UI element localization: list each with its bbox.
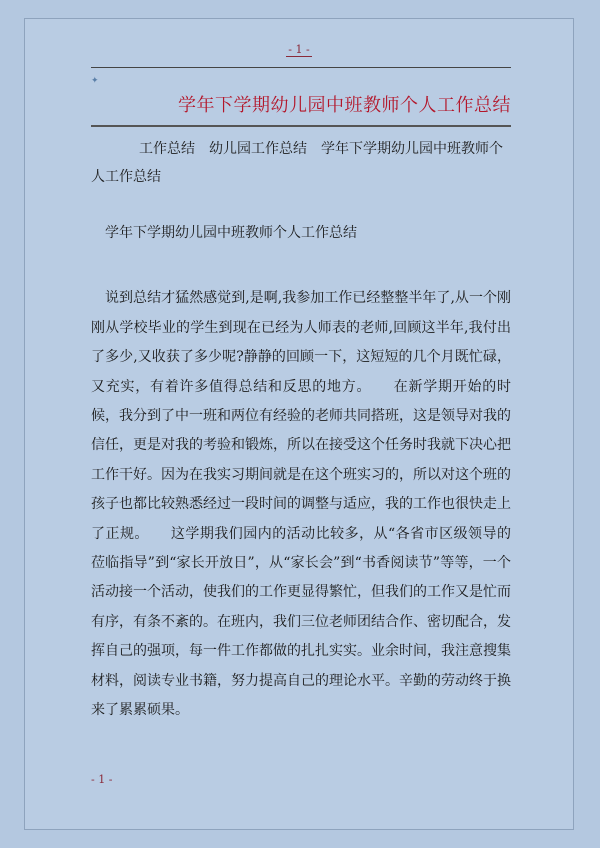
document-page bbox=[24, 18, 574, 830]
tags-line: 工作总结 幼儿园工作总结 学年下学期幼儿园中班教师个人工作总结 bbox=[91, 141, 503, 185]
title-rule bbox=[91, 125, 511, 127]
body-paragraph: 说到总结才猛然感觉到,是啊,我参加工作已经整整半年了,从一个刚刚从学校毕业的学生到现在已经为人师表的老师,回顾这半年,我付出了多少,又收获了多少呢?静静的回顾一下，这短短的几个月既忙碌，又充实，有着许多值得总结和反思的地方。 在新学期开始的时候，我分到了中一班和两位有经验的老师共同搭班，这是领导对我的信任，更是对我的考验和锻炼，所以在接受这个任务时我就下决心把工作干好。因为在我实习期间就是在这个班实习的，所以对这个班的孩子也都比较熟悉经过一段时间的调整与适应，我的工作也很快走上了正规。 这学期我们园内的活动比较多，从“各省市区级领导的莅临指导”到“家长开放日”，从“家长会”到“书香阅读节”等等，一个活动接一个活动，使我们的工作更显得繁忙，但我们的工作又是忙而有序，有条不紊的。在班内，我们三位老师团结合作、密切配合，发挥自己的强项，每一件工作都做的扎扎实实。业余时间，我注意搜集材料，阅读专业书籍，努力提高自己的理论水平。辛勤的劳动终于换来了累累硕果。 bbox=[91, 290, 511, 719]
document-body bbox=[91, 129, 511, 726]
document-title: 学年下学期幼儿园中班教师个人工作总结 bbox=[178, 95, 511, 116]
header-page-number: - 1 - bbox=[288, 43, 310, 56]
header-rule bbox=[91, 67, 511, 68]
document-subtitle: 学年下学期幼儿园中班教师个人工作总结 bbox=[105, 225, 357, 241]
footer-page-number: - 1 - bbox=[91, 773, 113, 786]
bullet-marker-icon: ✦ bbox=[91, 76, 99, 86]
